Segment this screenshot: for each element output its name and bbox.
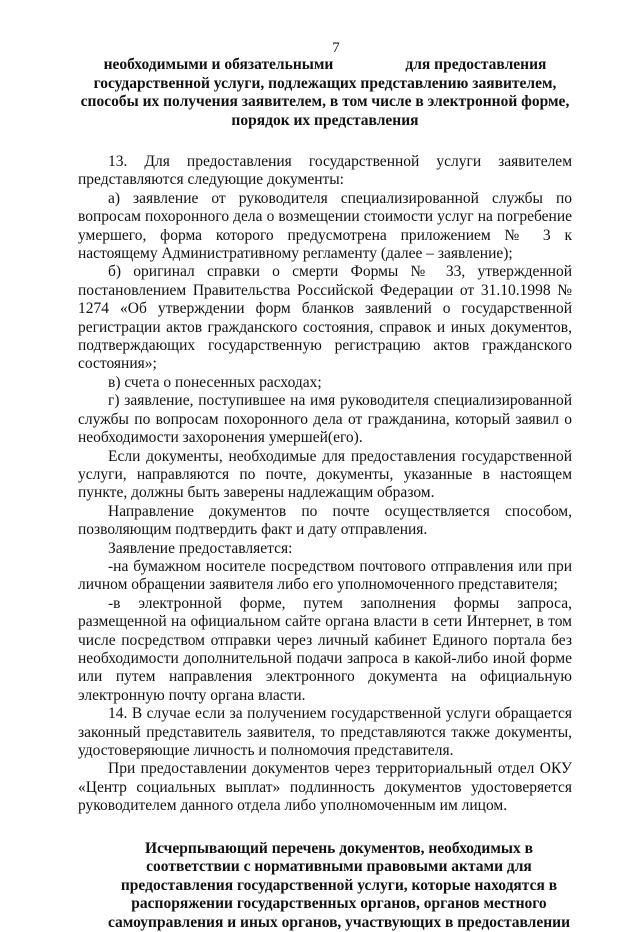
section-heading-2	[92, 840, 586, 932]
page-number: 7	[332, 40, 340, 56]
document-body	[78, 153, 572, 816]
paragraph-item-b: б) оригинал справки о смерти Формы № 33, утвержденной постановлением Правительства Российской Федерации от 31.10.1998 № 1274 «Об утверждении форм бланков заявлений о государственной регистрации актов гражданского состояния, справок и иных документов, подтверждающих государственную регистрацию актов гражданского состояния»;	[78, 263, 572, 373]
heading-line	[78, 56, 572, 75]
paragraph-submission: Заявление предоставляется:	[108, 539, 293, 557]
heading-line: способы их получения заявителем, в том числе в электронной форме,	[80, 93, 570, 110]
paragraph-electronic: -в электронной форме, путем заполнения формы запроса, размещенной на официальном сайте органа власти в сети Интернет, в том числе посредством отправки через личный кабинет Единого портала без необходимости дополнительной подачи запроса в какой-либо иной форме или путем направления электронного документа на официальную электронную почту органа власти.	[78, 594, 572, 704]
paragraph-item-v: в) счета о понесенных расходах;	[108, 373, 322, 391]
paragraph-item-g: г) заявление, поступившее на имя руководителя специализированной службы по вопросам похоронного дела от гражданина, который заявил о необходимости захоронения умершей(его).	[78, 392, 572, 447]
paragraph-paper: -на бумажном носителе посредством почтового отправления или при личном обращении заявителя либо его уполномоченного представителя;	[78, 557, 572, 594]
document-page	[78, 40, 572, 932]
heading-line: государственной услуги, подлежащих представлению заявителем,	[93, 74, 557, 92]
heading-line-part: для предоставления	[405, 56, 547, 73]
paragraph-territorial: При предоставлении документов через территориальный отдел ОКУ «Центр социальных выплат» подлинность документов удостоверяется руководителем данного отдела либо уполномоченным им лицом.	[78, 760, 572, 815]
heading2-line: самоуправления и иных органов, участвующих в предоставлении	[107, 913, 571, 931]
paragraph-13: 13. Для предоставления государственной услуги заявителем представляются следующие документы:	[78, 153, 572, 189]
heading2-line: соответствии с нормативными правовыми актами для	[146, 858, 532, 876]
paragraph-item-a: а) заявление от руководителя специализированной службы по вопросам похоронного дела о возмещении стоимости услуг на погребение умершего, форма которого предусмотрена приложением № 3 к настоящему Административному регламенту (далее – заявление);	[78, 189, 572, 263]
section-heading	[78, 56, 572, 130]
heading-line-part: необходимыми и обязательными	[103, 56, 334, 73]
paragraph-mail-method: Направление документов по почте осуществляется способом, позволяющим подтвердить факт и дату отправления.	[78, 502, 572, 539]
heading2-line: предоставления государственной услуги, которые находятся в	[120, 876, 558, 894]
heading2-line: Исчерпывающий перечень документов, необходимых в	[145, 839, 533, 857]
paragraph-mail: Если документы, необходимые для предоставления государственной услуги, направляются по почте, документы, указанные в настоящем пункте, должны быть заверены надлежащим образом.	[78, 447, 572, 502]
heading2-line: распоряжении государственных органов, органов местного	[131, 895, 547, 913]
paragraph-14: 14. В случае если за получением государственной услуги обращается законный представитель заявителя, то представляются также документы, удостоверяющие личность и полномочия представителя.	[78, 705, 572, 759]
heading-line: порядок их представления	[231, 111, 419, 129]
